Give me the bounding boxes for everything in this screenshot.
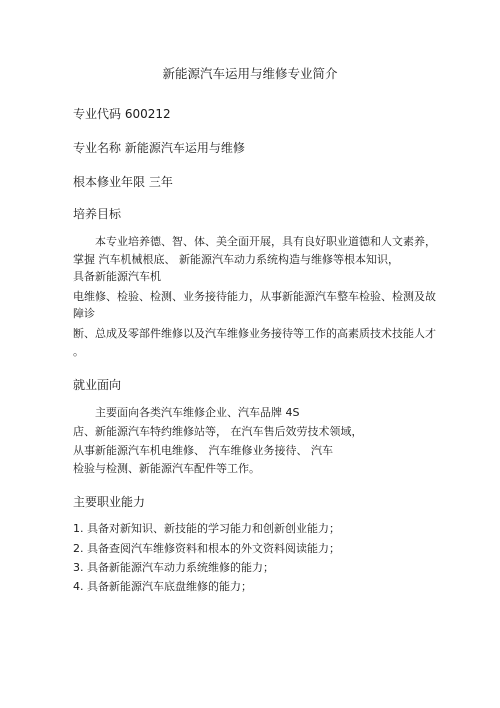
section-heading-employment: 就业面向	[73, 378, 122, 392]
ability-item: 1. 具备对新知识、新技能的学习能力和创新创业能力；	[73, 522, 340, 535]
ability-item: 4. 具备新能源汽车底盘维修的能力；	[73, 580, 252, 593]
employment-line: 店、新能源汽车特约维修站等， 在汽车售后效劳技术领域，	[73, 425, 363, 438]
objective-line: 障诊	[73, 307, 95, 320]
field-code: 专业代码 600212	[73, 107, 171, 121]
ability-item: 2. 具备查阅汽车维修资料和根本的外文资料阅读能力；	[73, 542, 340, 555]
employment-line: 从事新能源汽车机电维修、 汽车维修业务接待、 汽车	[73, 444, 333, 457]
employment-line: 主要面向各类汽车维修企业、汽车品牌 4S	[95, 406, 300, 419]
objective-line: 电维修、检验、检测、业务接待能力，从事新能源汽车整车检验、检测及故	[73, 290, 436, 303]
section-heading-objective: 培养目标	[73, 207, 122, 221]
objective-line: 具备新能源汽车机	[73, 270, 161, 283]
field-name: 专业名称 新能源汽车运用与维修	[73, 141, 245, 155]
objective-line: 本专业培养德、智、体、美全面开展，具有良好职业道德和人文素养，	[95, 235, 436, 248]
objective-line: 。	[73, 345, 84, 358]
field-duration: 根本修业年限 三年	[73, 175, 173, 189]
employment-line: 检验与检测、新能源汽车配件等工作。	[73, 462, 260, 475]
document-title: 新能源汽车运用与维修专业简介	[162, 66, 338, 81]
ability-item: 3. 具备新能源汽车动力系统维修的能力；	[73, 561, 274, 574]
objective-line: 断、总成及零部件维修以及汽车维修业务接待等工作的高素质技术技能人才	[73, 327, 436, 340]
objective-line: 掌握 汽车机械根底、 新能源汽车动力系统构造与维修等根本知识，	[73, 253, 399, 266]
section-heading-abilities: 主要职业能力	[73, 495, 146, 509]
